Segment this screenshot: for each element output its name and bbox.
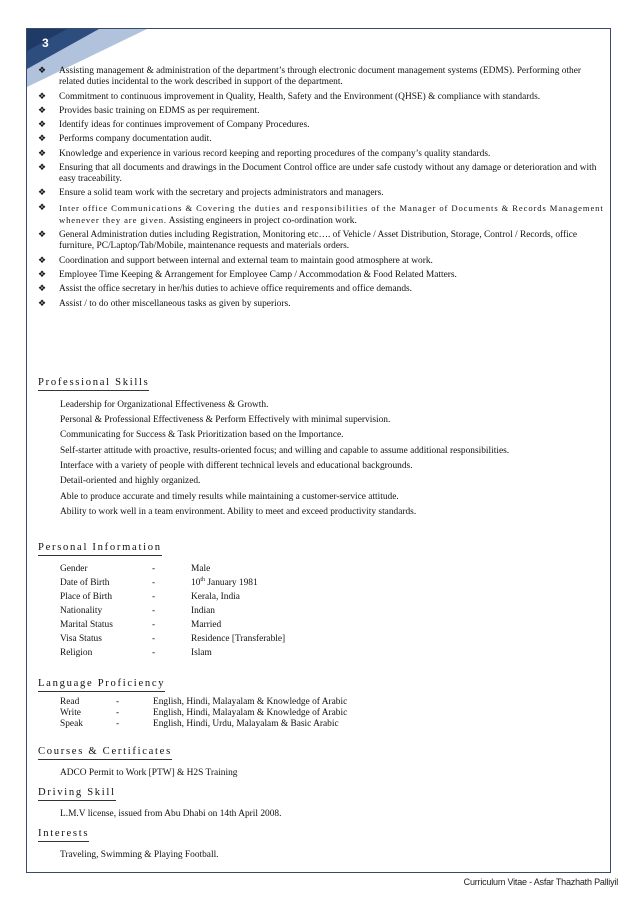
driving-item: L.M.V license, issued from Abu Dhabi on 14th April 2008. [60, 808, 282, 819]
table-row: Gender - Male [60, 563, 211, 574]
section-title: Professional Skills [38, 377, 149, 391]
table-row: Place of Birth - Kerala, India [60, 591, 240, 602]
diamond-bullet-icon: ❖ [38, 120, 47, 131]
list-item: ❖ Ensuring that all documents and drawings in the Document Control office are under safe custody without any damage or deterioration and with easy traceability. [38, 162, 597, 185]
personal-information-section [38, 537, 604, 662]
diamond-bullet-icon: ❖ [38, 188, 47, 199]
diamond-bullet-icon: ❖ [38, 134, 47, 145]
table-row: Speak - English, Hindi, Urdu, Malayalam & Basic Arabic [60, 718, 339, 729]
list-item: ❖ Assist / to do other miscellaneous tasks as given by superiors. [38, 298, 291, 309]
courses-section [38, 741, 604, 783]
footer-text: Curriculum Vitae - Asfar Thazhath Palliyil [463, 877, 618, 887]
section-title: Interests [38, 828, 89, 842]
section-title: Courses & Certificates [38, 746, 172, 760]
table-row: Visa Status - Residence [Transferable] [60, 633, 286, 644]
diamond-bullet-icon: ❖ [38, 230, 47, 241]
diamond-bullet-icon: ❖ [38, 162, 47, 173]
list-item: Communicating for Success & Task Prioritization based on the Importance. [60, 430, 344, 441]
personal-info-table [60, 564, 285, 663]
responsibilities-list [38, 66, 604, 313]
list-item: ❖ Knowledge and experience in various record keeping and reporting procedures of the company’s quality standards. [38, 148, 491, 159]
diamond-bullet-icon: ❖ [38, 270, 47, 281]
interests-item: Traveling, Swimming & Playing Football. [60, 849, 219, 860]
list-item: Personal & Professional Effectiveness & Perform Effectively with minimal supervision. [60, 414, 391, 425]
list-item: ❖ Employee Time Keeping & Arrangement for Employee Camp / Accommodation & Food Related Matters. [38, 270, 457, 281]
list-item: Able to produce accurate and timely results while maintaining a customer-service attitude. [60, 491, 399, 502]
diamond-bullet-icon: ❖ [38, 91, 47, 102]
diamond-bullet-icon: ❖ [38, 202, 47, 213]
list-item: ❖ Inter office Communications & Covering the duties and responsibilities of the Manager of Documents & Records Management whenever they are given. Assisting engineers in project co-ordination work. [38, 202, 604, 226]
table-row: Religion - Islam [60, 648, 212, 659]
language-proficiency-section [38, 673, 604, 730]
list-item: Self-starter attitude with proactive, results-oriented focus; and willing and capable to assume additional responsibilities. [60, 445, 510, 456]
section-title: Driving Skill [38, 787, 116, 801]
interests-section [38, 823, 604, 865]
list-item: Interface with a variety of people with different technical levels and educational backgrounds. [60, 461, 413, 472]
list-item: Leadership for Organizational Effectiveness & Growth. [60, 399, 269, 410]
diamond-bullet-icon: ❖ [38, 284, 47, 295]
list-item: ❖ Assisting management & administration of the department’s through electronic document management systems (EDMS). Performing other related duties incidental to the work described in support of the department. [38, 66, 582, 88]
table-row: Nationality - Indian [60, 605, 215, 616]
list-item: Detail-oriented and highly organized. [60, 476, 201, 487]
list-item: ❖ Ensure a solid team work with the secretary and projects administrators and managers. [38, 188, 384, 199]
section-title: Personal Information [38, 542, 162, 556]
list-item: ❖ Provides basic training on EDMS as per requirement. [38, 105, 260, 116]
course-item: ADCO Permit to Work [PTW] & H2S Training [60, 767, 238, 778]
table-row: Write - English, Hindi, Malayalam & Knowledge of Arabic [60, 707, 348, 718]
diamond-bullet-icon: ❖ [38, 148, 47, 159]
list-item: ❖ Coordination and support between internal and external team to maintain good atmosphere at work. [38, 255, 433, 266]
list-item: ❖ General Administration duties including Registration, Monitoring etc…. of Vehicle / Asset Distribution, Storage, Control / Records, office furniture, PC/Laptop/Tab/Mobile, maintenance requests and materials orders. [38, 230, 578, 252]
professional-skills-section [38, 372, 604, 523]
list-item: ❖ Performs company documentation audit. [38, 134, 212, 145]
list-item: ❖ Assist the office secretary in her/his duties to achieve office requirements and office demands. [38, 284, 413, 295]
diamond-bullet-icon: ❖ [38, 298, 47, 309]
diamond-bullet-icon: ❖ [38, 255, 47, 266]
list-item: ❖ Identify ideas for continues improvement of Company Procedures. [38, 120, 310, 131]
table-row: Date of Birth - 10th January 1981 [60, 576, 258, 588]
section-title: Language Proficiency [38, 678, 165, 692]
list-item: Ability to work well in a team environment. Ability to meet and exceed productivity standards. [60, 507, 417, 518]
diamond-bullet-icon: ❖ [38, 105, 47, 116]
list-item: ❖ Commitment to continuous improvement in Quality, Health, Safety and the Environment (QHSE) & compliance with standards. [38, 91, 541, 102]
diamond-bullet-icon: ❖ [38, 66, 47, 76]
driving-section [38, 782, 604, 824]
table-row: Read - English, Hindi, Malayalam & Knowledge of Arabic [60, 696, 348, 707]
table-row: Marital Status - Married [60, 619, 222, 630]
language-table [60, 697, 347, 731]
page-number: 3 [42, 36, 49, 50]
